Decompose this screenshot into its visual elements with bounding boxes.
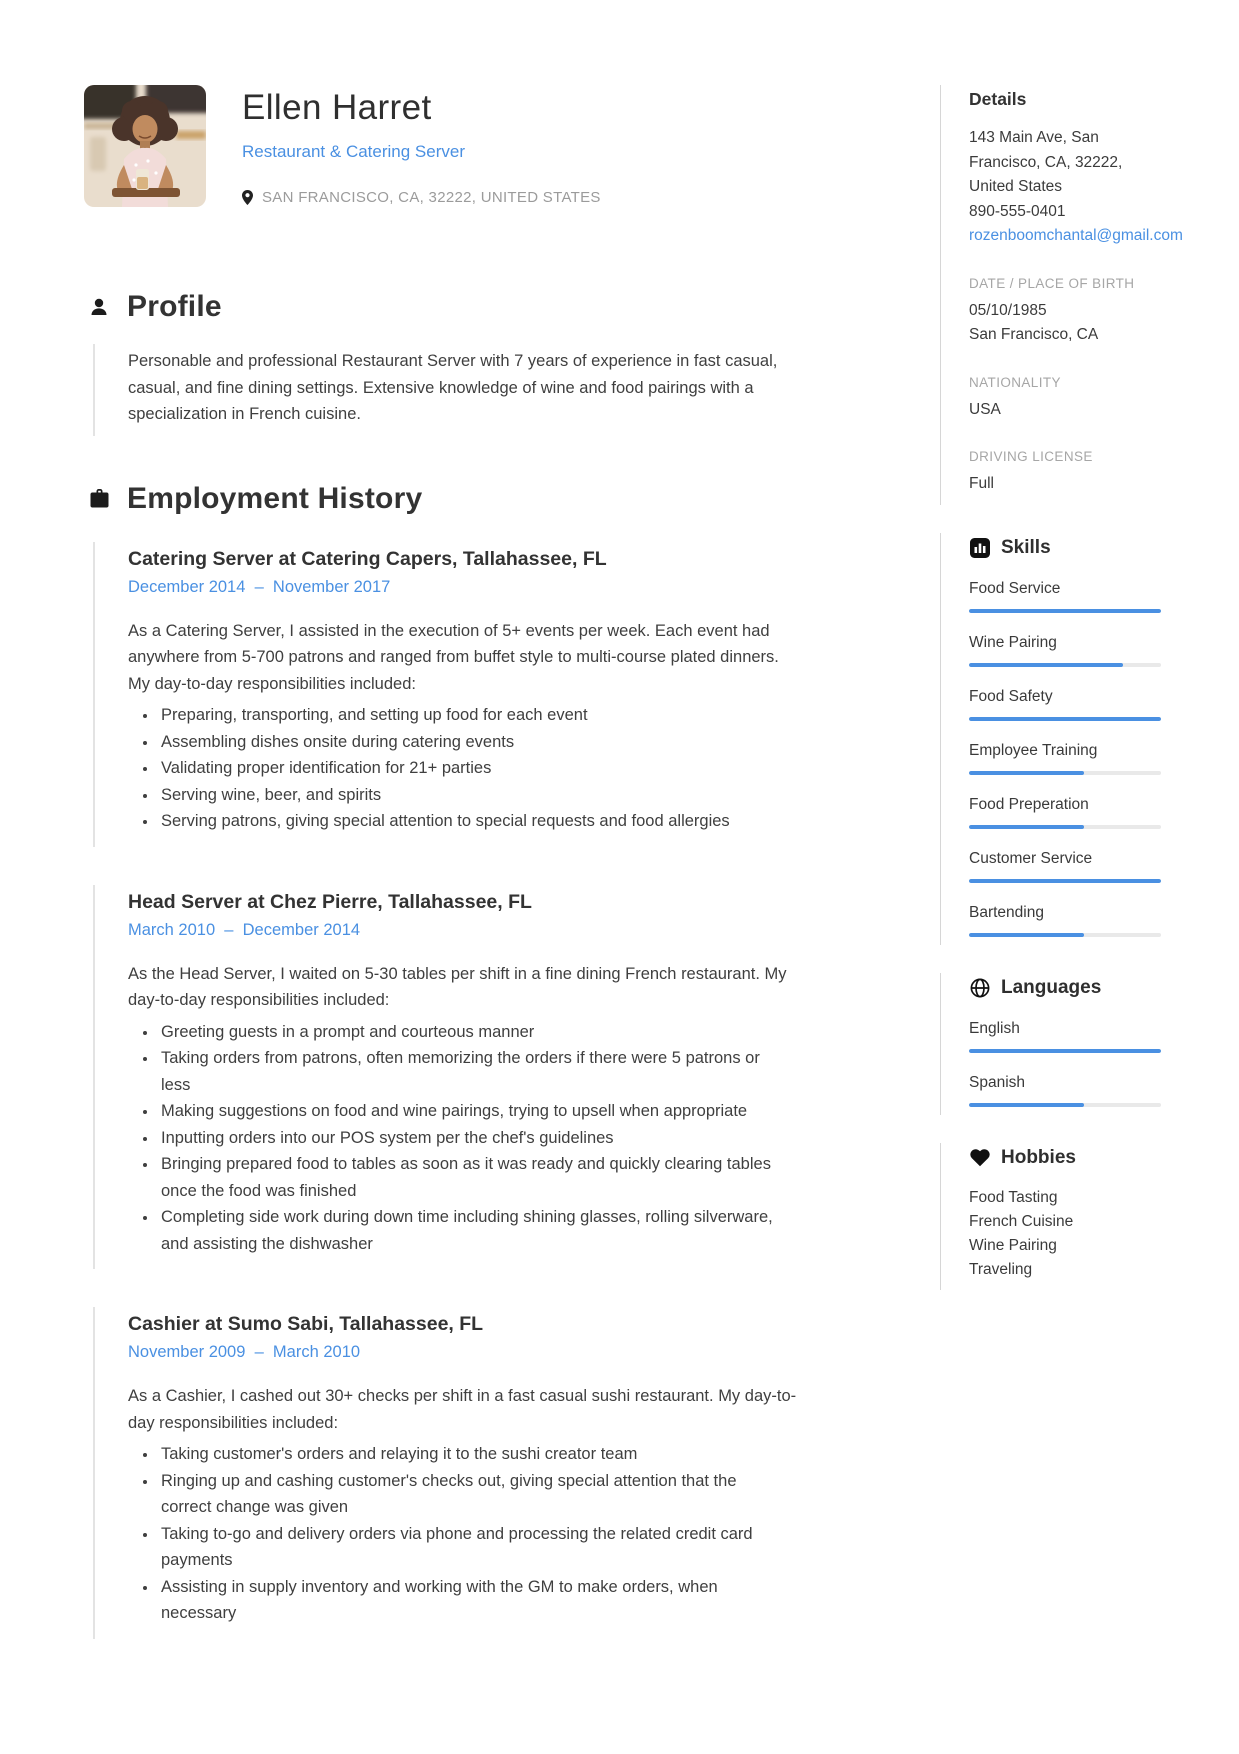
job-bullet-list — [128, 1019, 778, 1258]
job-bullet: • Assisting in supply inventory and working with the GM to make orders, when necessary — [158, 1574, 778, 1627]
job-summary: As a Catering Server, I assisted in the execution of 5+ events per week. Each event had anywhere from 5-700 patrons and ranged from buffet style to multi-course plated dinners. My day-to-day responsibilities included: — [128, 621, 779, 693]
main-content — [88, 290, 800, 1639]
job-dates: December 2014 – November 2017 — [128, 577, 391, 596]
hobby-item: Traveling — [969, 1260, 1033, 1278]
hobbies-header — [969, 1147, 1172, 1169]
skill-bar-fill — [969, 825, 1084, 829]
skill-item — [969, 634, 1172, 667]
birth-place: San Francisco, CA — [969, 326, 1099, 343]
job-bullet: • Taking orders from patrons, often memorizing the orders if there were 5 patrons or less — [158, 1045, 778, 1098]
profile-heading: Profile — [127, 290, 222, 323]
skill-bar-track — [969, 933, 1161, 937]
birth-date: 05/10/1985 — [969, 301, 1047, 319]
language-item — [969, 1074, 1172, 1107]
skill-bar-fill — [969, 933, 1084, 937]
skill-bar-track — [969, 879, 1161, 883]
person-icon — [88, 297, 110, 317]
job-title: Catering Server at Catering Capers, Tallahassee, FL — [128, 547, 607, 570]
job-bullet: • Serving patrons, giving special attention to special requests and food allergies — [158, 808, 778, 835]
job-bullet: • Making suggestions on food and wine pairings, trying to upsell when appropriate — [158, 1098, 778, 1125]
job-bullet: • Bringing prepared food to tables as soon as it was ready and quickly clearing tables once the food was finished — [158, 1151, 778, 1204]
skill-bar-track — [969, 717, 1161, 721]
skills-group — [940, 533, 1172, 945]
address-line: Francisco, CA, 32222, — [969, 153, 1123, 171]
language-item — [969, 1020, 1172, 1053]
job-bullet: • Taking customer's orders and relaying it to the sushi creator team — [158, 1441, 778, 1468]
skill-bar-fill — [969, 879, 1161, 883]
address-block — [969, 126, 1172, 200]
profile-photo-illustration — [84, 85, 206, 207]
location-text: SAN FRANCISCO, CA, 32222, UNITED STATES — [262, 189, 601, 206]
employment-heading: Employment History — [127, 481, 423, 515]
employment-section — [88, 482, 800, 1639]
job-bullet-list — [128, 1441, 778, 1627]
profile-photo — [84, 85, 206, 207]
hobby-item: Wine Pairing — [969, 1236, 1057, 1254]
job-bullet-list — [128, 702, 778, 835]
nationality-value: USA — [969, 400, 1001, 418]
skill-label: Food Preperation — [969, 795, 1089, 813]
job-bullet: • Assembling dishes onsite during catering events — [158, 729, 778, 756]
employment-section-header — [88, 482, 800, 516]
resume-header — [0, 0, 800, 230]
language-bar-track — [969, 1049, 1161, 1053]
person-job-title: Restaurant & Catering Server — [242, 142, 465, 161]
language-bar-track — [969, 1103, 1161, 1107]
bar-chart-icon — [969, 538, 990, 558]
skill-item — [969, 796, 1172, 829]
skill-bar-fill — [969, 771, 1084, 775]
email-link[interactable]: rozenboomchantal@gmail.com — [969, 227, 1183, 244]
skill-label: Employee Training — [969, 741, 1098, 759]
skill-bar-track — [969, 663, 1161, 667]
skill-item — [969, 850, 1172, 883]
jobs-container — [88, 542, 800, 1639]
job-entry — [93, 542, 800, 847]
details-group — [940, 85, 1183, 505]
languages-list — [969, 1020, 1172, 1107]
job-entry — [93, 1307, 800, 1639]
skills-heading: Skills — [1001, 536, 1051, 558]
job-bullet: • Taking to-go and delivery orders via phone and processing the related credit card payments — [158, 1521, 778, 1574]
skill-item — [969, 688, 1172, 721]
skill-bar-fill — [969, 609, 1161, 613]
phone-number: 890-555-0401 — [969, 202, 1066, 220]
skill-label: Bartending — [969, 903, 1044, 921]
address-line: United States — [969, 178, 1063, 195]
language-label: Spanish — [969, 1073, 1026, 1091]
hobbies-group — [940, 1143, 1172, 1290]
profile-body — [93, 344, 800, 436]
location-row — [242, 189, 800, 206]
languages-group — [940, 973, 1172, 1115]
hobby-item: French Cuisine — [969, 1212, 1074, 1230]
skills-list — [969, 580, 1172, 937]
skill-label: Customer Service — [969, 849, 1093, 867]
languages-heading: Languages — [1001, 976, 1102, 998]
job-entry — [93, 885, 800, 1270]
skill-bar-track — [969, 609, 1161, 613]
sidebar — [940, 85, 1183, 1754]
heart-icon — [969, 1149, 990, 1167]
language-bar-fill — [969, 1103, 1084, 1107]
license-label: DRIVING LICENSE — [969, 449, 1093, 464]
profile-section — [88, 290, 800, 436]
hobbies-list — [969, 1186, 1172, 1282]
job-title: Cashier at Sumo Sabi, Tallahassee, FL — [128, 1313, 484, 1335]
skill-bar-track — [969, 825, 1161, 829]
map-marker-icon — [242, 190, 253, 205]
skill-item — [969, 904, 1172, 937]
details-heading: Details — [969, 89, 1027, 109]
hobby-item: Food Tasting — [969, 1188, 1058, 1206]
job-title: Head Server at Chez Pierre, Tallahassee, FL — [128, 890, 532, 913]
skill-label: Wine Pairing — [969, 633, 1057, 651]
job-bullet: • Completing side work during down time including shining glasses, rolling silverware, and assisting the dishwasher — [158, 1204, 778, 1257]
skill-item — [969, 580, 1172, 613]
job-bullet: • Serving wine, beer, and spirits — [158, 782, 778, 809]
globe-icon — [969, 978, 990, 998]
birth-label: DATE / PLACE OF BIRTH — [969, 275, 1135, 291]
skill-label: Food Service — [969, 579, 1061, 597]
profile-section-header — [88, 290, 800, 324]
person-name: Ellen Harret — [242, 88, 432, 127]
language-label: English — [969, 1019, 1020, 1037]
license-value: Full — [969, 475, 994, 492]
nationality-label: NATIONALITY — [969, 374, 1061, 390]
job-summary: As the Head Server, I waited on 5-30 tables per shift in a fine dining French restaurant. My day-to-day responsibilities included: — [128, 964, 787, 1009]
language-bar-fill — [969, 1049, 1161, 1053]
job-summary: As a Cashier, I cashed out 30+ checks per shift in a fast casual sushi restaurant. My day-to-day responsibilities included: — [128, 1387, 797, 1432]
job-dates: November 2009 – March 2010 — [128, 1343, 361, 1361]
hobbies-heading: Hobbies — [1001, 1146, 1076, 1168]
skill-item — [969, 742, 1172, 775]
job-bullet: • Validating proper identification for 21+ parties — [158, 755, 778, 782]
profile-text: Personable and professional Restaurant Server with 7 years of experience in fast casual, casual, and fine dining settings. Extensive knowledge of wine and food pairings with a specialization in French cuisine. — [128, 352, 778, 423]
job-bullet: • Inputting orders into our POS system per the chef's guidelines — [158, 1125, 778, 1152]
skill-label: Food Safety — [969, 687, 1053, 705]
skills-header — [969, 537, 1172, 559]
job-bullet: • Ringing up and cashing customer's checks out, giving special attention that the correct change was given — [158, 1468, 778, 1521]
skill-bar-fill — [969, 663, 1123, 667]
address-line: 143 Main Ave, San — [969, 129, 1099, 146]
skill-bar-fill — [969, 717, 1161, 721]
job-bullet: • Preparing, transporting, and setting up food for each event — [158, 702, 778, 729]
briefcase-icon — [88, 489, 110, 509]
job-dates: March 2010 – December 2014 — [128, 920, 361, 939]
skill-bar-track — [969, 771, 1161, 775]
languages-header — [969, 977, 1172, 999]
job-bullet: • Greeting guests in a prompt and courteous manner — [158, 1019, 778, 1046]
